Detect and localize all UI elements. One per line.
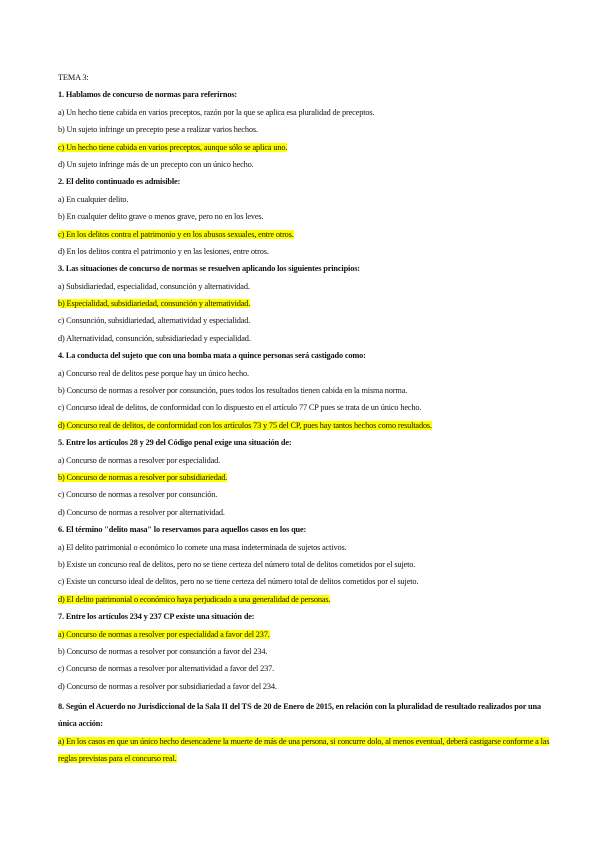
question-5-option-c [58,489,558,500]
option-text: c) Concurso de normas a resolver por consunción. [58,490,218,500]
option-text: b) Existe un concurso real de delitos, pero no se tiene certeza del número total de delitos cometidos por el sujeto. [58,559,416,569]
option-text: d) Un sujeto infringe más de un precepto con un único hecho. [58,159,254,169]
option-text: a) Un hecho tiene cabida en varios preceptos, razón por la que se aplica esa pluralidad de preceptos. [58,107,375,117]
correct-answer-highlight: b) Concurso de normas a resolver por subsidiariedad. [58,472,228,482]
question-8: 8. Según el Acuerdo no Jurisdiccional de la Sala II del TS de 20 de Enero de 2015, en relación con la pluralidad de resultado realizados por una única acción: [58,702,541,729]
question-1-option-a [58,107,558,118]
question-8-option-a [58,733,558,768]
section-title: TEMA 3: [58,73,89,82]
question-5: 5. Entre los artículos 28 y 29 del Código penal exige una situación de: [58,438,292,448]
question-1: 1. Hablamos de concurso de normas para referirnos: [58,90,238,100]
question-7-option-a [58,629,558,640]
correct-answer-highlight: a) En los casos en que un único hecho desencadene la muerte de más de una persona, si concurre dolo, al menos eventual, deberá castigarse conforme a las reglas previstas para el concurso real. [58,736,550,764]
option-text: b) Un sujeto infringe un precepto pese a realizar varios hechos. [58,125,258,135]
option-text: b) En cualquier delito grave o menos grave, pero no en los leves. [58,212,264,222]
option-text: a) El delito patrimonial o económico lo comete una masa indeterminada de sujetos activos. [58,542,347,552]
question-6-option-b [58,559,558,570]
question-4-option-c [58,402,558,413]
question-5-option-b [58,472,558,483]
question-6-option-a [58,542,558,553]
option-text: c) Existe un concurso ideal de delitos, pero no se tiene certeza del número total de delitos cometidos por el sujeto. [58,577,419,587]
option-text: b) Concurso de normas a resolver por consunción, pues todos los resultados tienen cabida en la misma norma. [58,386,408,396]
question-1-option-d [58,159,558,170]
question-6-option-c [58,576,558,587]
question-7: 7. Entre los artículos 234 y 237 CP existe una situación de: [58,612,255,622]
correct-answer-highlight: d) Concurso real de delitos, de conformidad con los artículos 73 y 75 del CP, pues hay tantos hechos como resultados. [58,420,432,430]
option-text: a) En cualquier delito. [58,194,129,204]
correct-answer-highlight: d) El delito patrimonial o económico haya perjudicado a una generalidad de personas. [58,594,331,604]
correct-answer-highlight: b) Especialidad, subsidiariedad, consunción y alternatividad. [58,299,251,309]
question-3-option-b [58,298,558,309]
question-2-option-d [58,246,558,257]
option-text: a) Subsidiariedad, especialidad, consunción y alternatividad. [58,281,250,291]
question-1-option-b [58,124,558,135]
option-text: d) Concurso de normas a resolver por subsidiariedad a favor del 234. [58,681,277,691]
question-3: 3. Las situaciones de concurso de normas se resuelven aplicando los siguientes principios: [58,264,360,274]
question-2-option-c [58,229,558,240]
option-text: d) Alternatividad, consunción, subsidiariedad y especialidad. [58,333,251,343]
question-2: 2. El delito continuado es admisible: [58,177,181,187]
question-7-option-c [58,663,558,674]
option-text: b) Concurso de normas a resolver por consunción a favor del 234. [58,646,268,656]
question-4-option-a [58,368,558,379]
question-7-option-b [58,646,558,657]
question-4: 4. La conducta del sujeto que con una bomba mata a quince personas será castigado como: [58,351,366,361]
question-7-option-d [58,681,558,692]
option-text: a) Concurso real de delitos pese porque hay un único hecho. [58,368,249,378]
question-2-option-b [58,211,558,222]
question-3-option-d [58,333,558,344]
question-6: 6. El término "delito masa" lo reservamos para aquellos casos en los que: [58,525,307,535]
question-5-option-d [58,507,558,518]
question-5-option-a [58,455,558,466]
question-2-option-a [58,194,558,205]
option-text: a) Concurso de normas a resolver por especialidad. [58,455,221,465]
question-3-option-a [58,281,558,292]
question-6-option-d [58,594,558,605]
option-text: d) En los delitos contra el patrimonio y en las lesiones, entre otros. [58,246,269,256]
question-4-option-b [58,385,558,396]
option-text: c) Consunción, subsidiariedad, alternatividad y especialidad. [58,316,251,326]
question-3-option-c [58,315,558,326]
correct-answer-highlight: a) Concurso de normas a resolver por especialidad a favor del 237. [58,629,270,639]
question-1-option-c [58,142,558,153]
correct-answer-highlight: c) En los delitos contra el patrimonio y en los abusos sexuales, entre otros. [58,229,294,239]
correct-answer-highlight: c) Un hecho tiene cabida en varios preceptos, aunque sólo se aplica uno. [58,142,288,152]
option-text: c) Concurso ideal de delitos, de conformidad con lo dispuesto en el artículo 77 CP pues se trata de un único hecho. [58,403,422,413]
option-text: d) Concurso de normas a resolver por alternatividad. [58,507,225,517]
question-4-option-d [58,420,558,431]
option-text: c) Concurso de normas a resolver por alternatividad a favor del 237. [58,664,275,674]
quiz-content [58,72,558,768]
